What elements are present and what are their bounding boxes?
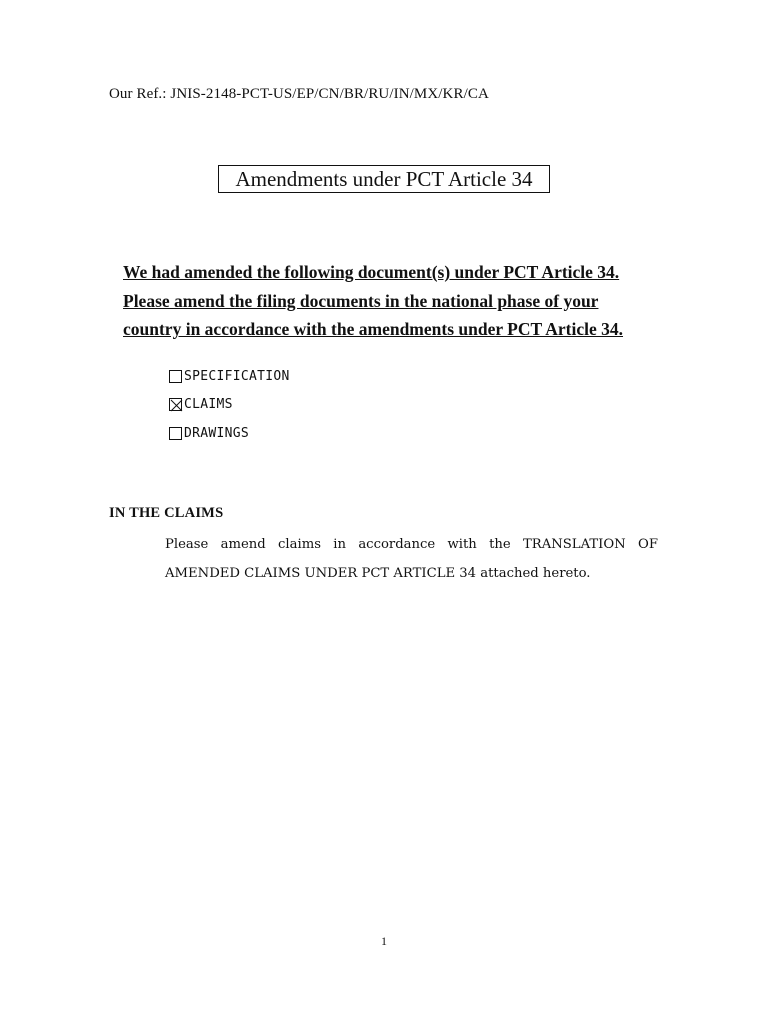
page-number: 1: [381, 934, 387, 948]
amendment-notice: [123, 258, 663, 344]
claims-instruction: [165, 530, 658, 588]
claims-line: AMENDED CLAIMS UNDER PCT ARTICLE 34 attached hereto.: [165, 566, 591, 581]
checkbox-checked-icon: [169, 398, 182, 411]
checkbox-label: CLAIMS: [184, 397, 233, 413]
claims-line: Please amend claims in accordance with the TRANSLATION OF: [165, 537, 658, 552]
reference-line: Our Ref.: JNIS-2148-PCT-US/EP/CN/BR/RU/IN/MX/KR/CA: [109, 86, 489, 102]
checkbox-empty-icon: [169, 427, 182, 440]
notice-line: We had amended the following document(s) under PCT Article 34.: [123, 262, 620, 282]
section-heading-claims: IN THE CLAIMS: [109, 505, 224, 521]
notice-line: country in accordance with the amendments under PCT Article 34.: [123, 319, 624, 339]
document-title: Amendments under PCT Article 34: [218, 165, 550, 193]
checkbox-label: SPECIFICATION: [184, 368, 290, 384]
checkbox-specification[interactable]: [169, 362, 290, 391]
checkbox-drawings[interactable]: [169, 419, 290, 448]
document-checklist: [169, 362, 290, 448]
checkbox-claims[interactable]: [169, 391, 290, 420]
notice-line: Please amend the filing documents in the national phase of your: [123, 290, 599, 311]
checkbox-label: DRAWINGS: [184, 425, 250, 441]
checkbox-empty-icon: [169, 370, 182, 383]
